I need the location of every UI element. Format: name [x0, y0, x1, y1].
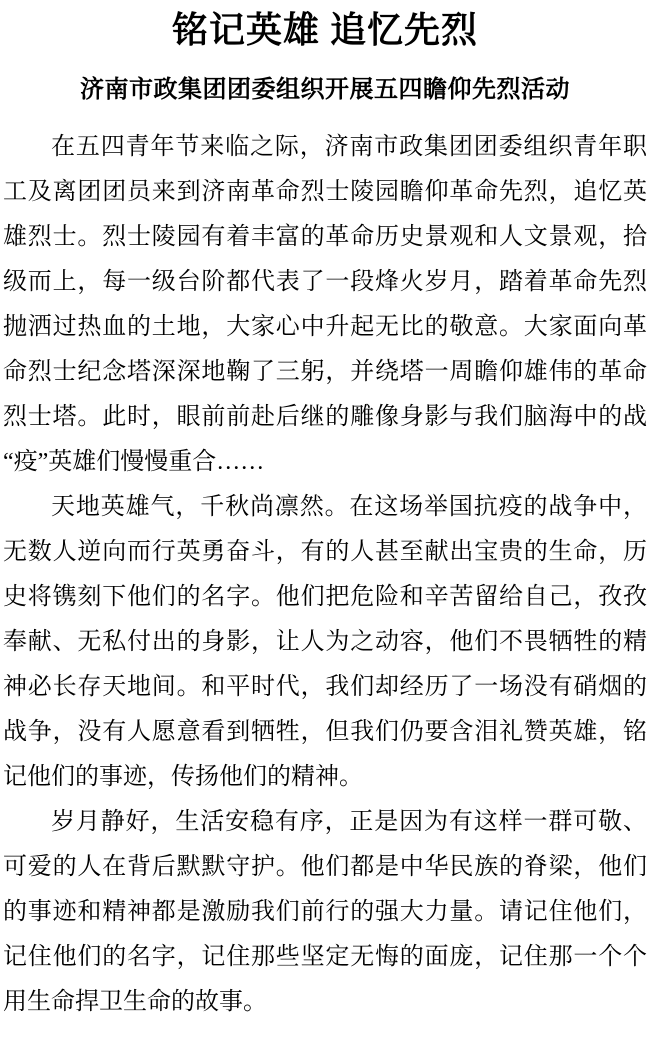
document-body [3, 125, 647, 1025]
paragraph: 岁月静好，生活安稳有序，正是因为有这样一群可敬、可爱的人在背后默默守护。他们都是中华民族的脊梁，他们的事迹和精神都是激励我们前行的强大力量。请记住他们，记住他们的名字，记住那些坚定无悔的面庞，记住那一个个用生命捍卫生命的故事。 [3, 809, 647, 1015]
document-subtitle: 济南市政集团团委组织开展五四瞻仰先烈活动 [80, 77, 570, 103]
paragraph: 天地英雄气，千秋尚凛然。在这场举国抗疫的战争中，无数人逆向而行英勇奋斗，有的人甚至献出宝贵的生命，历史将镌刻下他们的名字。他们把危险和辛苦留给自己，孜孜奉献、无私付出的身影，让人为之动容，他们不畏牺牲的精神必长存天地间。和平时代，我们却经历了一场没有硝烟的战争，没有人愿意看到牺牲，但我们仍要含泪礼赞英雄，铭记他们的事迹，传扬他们的精神。 [3, 494, 647, 790]
paragraph: 在五四青年节来临之际，济南市政集团团委组织青年职工及离团团员来到济南革命烈士陵园瞻仰革命先烈，追忆英雄烈士。烈士陵园有着丰富的革命历史景观和人文景观，拾级而上，每一级台阶都代表了一段烽火岁月，踏着革命先烈抛洒过热血的土地，大家心中升起无比的敬意。大家面向革命烈士纪念塔深深地鞠了三躬，并绕塔一周瞻仰雄伟的革命烈士塔。此时，眼前前赴后继的雕像身影与我们脑海中的战“疫”英雄们慢慢重合…… [3, 134, 647, 475]
document-title: 铭记英雄 追忆先烈 [171, 10, 478, 50]
